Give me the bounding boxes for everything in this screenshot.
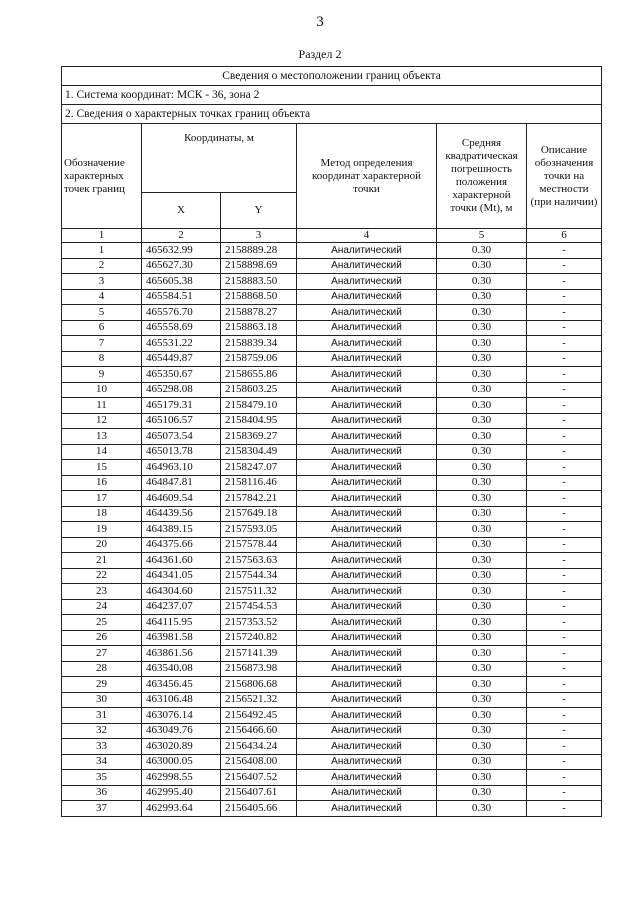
method-cell: Аналитический	[297, 506, 437, 522]
table-row	[62, 770, 602, 786]
table-row	[62, 351, 602, 367]
error-cell: 0.30	[437, 413, 527, 429]
coordinate-y: 2157563.63	[221, 553, 297, 569]
coordinate-y: 2158304.49	[221, 444, 297, 460]
table-row	[62, 537, 602, 553]
point-number: 31	[62, 708, 142, 724]
method-cell: Аналитический	[297, 630, 437, 646]
coordinate-x: 464963.10	[142, 460, 221, 476]
error-cell: 0.30	[437, 801, 527, 817]
method-cell: Аналитический	[297, 429, 437, 445]
point-number: 8	[62, 351, 142, 367]
point-number: 26	[62, 630, 142, 646]
coordinate-y: 2158839.34	[221, 336, 297, 352]
method-cell: Аналитический	[297, 413, 437, 429]
coordinate-y: 2157454.53	[221, 599, 297, 615]
error-cell: 0.30	[437, 444, 527, 460]
table-row	[62, 367, 602, 383]
coordinate-y: 2157649.18	[221, 506, 297, 522]
method-cell: Аналитический	[297, 537, 437, 553]
coordinate-y: 2157842.21	[221, 491, 297, 507]
coordinate-y: 2156806.68	[221, 677, 297, 693]
header-error: Средняя квадратическая погрешность положения характерной точки (Mt), м	[437, 124, 527, 229]
description-cell: -	[527, 305, 602, 321]
table-row	[62, 305, 602, 321]
description-cell: -	[527, 274, 602, 290]
description-cell: -	[527, 336, 602, 352]
method-cell: Аналитический	[297, 289, 437, 305]
points-heading-row	[62, 105, 602, 124]
error-cell: 0.30	[437, 615, 527, 631]
coordinate-x: 465584.51	[142, 289, 221, 305]
description-cell: -	[527, 258, 602, 274]
coordinate-y: 2156873.98	[221, 661, 297, 677]
description-cell: -	[527, 367, 602, 383]
method-cell: Аналитический	[297, 522, 437, 538]
method-cell: Аналитический	[297, 367, 437, 383]
method-cell: Аналитический	[297, 723, 437, 739]
point-number: 17	[62, 491, 142, 507]
error-cell: 0.30	[437, 661, 527, 677]
error-cell: 0.30	[437, 785, 527, 801]
table-row	[62, 491, 602, 507]
method-cell: Аналитический	[297, 351, 437, 367]
point-number: 5	[62, 305, 142, 321]
coordinate-y: 2156521.32	[221, 692, 297, 708]
point-number: 36	[62, 785, 142, 801]
error-cell: 0.30	[437, 351, 527, 367]
coordinate-x: 464361.60	[142, 553, 221, 569]
error-cell: 0.30	[437, 398, 527, 414]
description-cell: -	[527, 568, 602, 584]
coordinate-y: 2157593.05	[221, 522, 297, 538]
method-cell: Аналитический	[297, 553, 437, 569]
point-number: 28	[62, 661, 142, 677]
table-row	[62, 429, 602, 445]
point-number: 35	[62, 770, 142, 786]
coordinate-x: 463000.05	[142, 754, 221, 770]
error-cell: 0.30	[437, 429, 527, 445]
coordinate-x: 464115.95	[142, 615, 221, 631]
method-cell: Аналитический	[297, 677, 437, 693]
coordinate-y: 2158369.27	[221, 429, 297, 445]
table-row	[62, 692, 602, 708]
coordinate-x: 465576.70	[142, 305, 221, 321]
point-number: 16	[62, 475, 142, 491]
method-cell: Аналитический	[297, 398, 437, 414]
point-number: 23	[62, 584, 142, 600]
coordinate-x: 464847.81	[142, 475, 221, 491]
description-cell: -	[527, 739, 602, 755]
description-cell: -	[527, 630, 602, 646]
description-cell: -	[527, 398, 602, 414]
description-cell: -	[527, 754, 602, 770]
method-cell: Аналитический	[297, 646, 437, 662]
method-cell: Аналитический	[297, 661, 437, 677]
error-cell: 0.30	[437, 305, 527, 321]
table-row	[62, 258, 602, 274]
error-cell: 0.30	[437, 537, 527, 553]
table-row	[62, 723, 602, 739]
table-row	[62, 444, 602, 460]
coordinate-y: 2158878.27	[221, 305, 297, 321]
error-cell: 0.30	[437, 491, 527, 507]
coordinate-x: 462993.64	[142, 801, 221, 817]
point-number: 11	[62, 398, 142, 414]
table-row	[62, 599, 602, 615]
table-title-row	[62, 67, 602, 86]
coordinate-y: 2158889.28	[221, 243, 297, 259]
coordinate-y: 2157511.32	[221, 584, 297, 600]
coordinate-y: 2158868.50	[221, 289, 297, 305]
method-cell: Аналитический	[297, 584, 437, 600]
column-number: 1	[62, 229, 142, 243]
description-cell: -	[527, 320, 602, 336]
coordinate-y: 2156407.52	[221, 770, 297, 786]
coordinate-y: 2156492.45	[221, 708, 297, 724]
point-number: 14	[62, 444, 142, 460]
error-cell: 0.30	[437, 336, 527, 352]
point-number: 19	[62, 522, 142, 538]
column-number: 6	[527, 229, 602, 243]
point-number: 18	[62, 506, 142, 522]
point-number: 24	[62, 599, 142, 615]
method-cell: Аналитический	[297, 708, 437, 724]
description-cell: -	[527, 444, 602, 460]
point-number: 20	[62, 537, 142, 553]
coordinate-y: 2157240.82	[221, 630, 297, 646]
coordinate-x: 465179.31	[142, 398, 221, 414]
method-cell: Аналитический	[297, 785, 437, 801]
coordinate-x: 464389.15	[142, 522, 221, 538]
coordinate-x: 463020.89	[142, 739, 221, 755]
table-row	[62, 289, 602, 305]
error-cell: 0.30	[437, 708, 527, 724]
error-cell: 0.30	[437, 584, 527, 600]
description-cell: -	[527, 289, 602, 305]
description-cell: -	[527, 382, 602, 398]
point-number: 4	[62, 289, 142, 305]
point-number: 37	[62, 801, 142, 817]
coordinate-x: 464304.60	[142, 584, 221, 600]
method-cell: Аналитический	[297, 305, 437, 321]
coordinate-y: 2158863.18	[221, 320, 297, 336]
description-cell: -	[527, 677, 602, 693]
point-number: 22	[62, 568, 142, 584]
point-number: 33	[62, 739, 142, 755]
method-cell: Аналитический	[297, 615, 437, 631]
coordinate-y: 2157544.34	[221, 568, 297, 584]
error-cell: 0.30	[437, 754, 527, 770]
points-heading: 2. Сведения о характерных точках границ объекта	[62, 105, 602, 124]
description-cell: -	[527, 661, 602, 677]
coordinate-x: 462995.40	[142, 785, 221, 801]
description-cell: -	[527, 475, 602, 491]
coordinate-x: 464609.54	[142, 491, 221, 507]
method-cell: Аналитический	[297, 336, 437, 352]
description-cell: -	[527, 429, 602, 445]
table-row	[62, 506, 602, 522]
method-cell: Аналитический	[297, 320, 437, 336]
coordinate-y: 2158479.10	[221, 398, 297, 414]
coordinate-x: 465627.30	[142, 258, 221, 274]
description-cell: -	[527, 243, 602, 259]
table-row	[62, 320, 602, 336]
method-cell: Аналитический	[297, 475, 437, 491]
table-row	[62, 677, 602, 693]
description-cell: -	[527, 522, 602, 538]
coordinate-y: 2158247.07	[221, 460, 297, 476]
table-row	[62, 382, 602, 398]
error-cell: 0.30	[437, 506, 527, 522]
description-cell: -	[527, 646, 602, 662]
coordinate-y: 2156434.24	[221, 739, 297, 755]
method-cell: Аналитический	[297, 491, 437, 507]
description-cell: -	[527, 413, 602, 429]
error-cell: 0.30	[437, 599, 527, 615]
description-cell: -	[527, 723, 602, 739]
point-number: 29	[62, 677, 142, 693]
coordinate-x: 463106.48	[142, 692, 221, 708]
column-number: 2	[142, 229, 221, 243]
coordinate-x: 465350.67	[142, 367, 221, 383]
error-cell: 0.30	[437, 243, 527, 259]
method-cell: Аналитический	[297, 243, 437, 259]
coordinate-y: 2158603.25	[221, 382, 297, 398]
table-row	[62, 754, 602, 770]
coordinate-x: 465605.38	[142, 274, 221, 290]
coordinate-x: 465106.57	[142, 413, 221, 429]
method-cell: Аналитический	[297, 568, 437, 584]
table-row	[62, 739, 602, 755]
point-number: 10	[62, 382, 142, 398]
method-cell: Аналитический	[297, 754, 437, 770]
table-row	[62, 630, 602, 646]
coordinate-x: 464439.56	[142, 506, 221, 522]
column-numbers-row	[62, 229, 602, 243]
description-cell: -	[527, 615, 602, 631]
point-number: 9	[62, 367, 142, 383]
description-cell: -	[527, 708, 602, 724]
point-number: 27	[62, 646, 142, 662]
table-row	[62, 584, 602, 600]
section-title: Раздел 2	[298, 47, 342, 61]
error-cell: 0.30	[437, 630, 527, 646]
point-number: 1	[62, 243, 142, 259]
coordinate-y: 2158655.86	[221, 367, 297, 383]
table-row	[62, 568, 602, 584]
table-row	[62, 413, 602, 429]
point-number: 15	[62, 460, 142, 476]
coordinate-x: 463861.56	[142, 646, 221, 662]
error-cell: 0.30	[437, 553, 527, 569]
header-row-1	[62, 124, 602, 193]
description-cell: -	[527, 460, 602, 476]
error-cell: 0.30	[437, 289, 527, 305]
error-cell: 0.30	[437, 258, 527, 274]
method-cell: Аналитический	[297, 258, 437, 274]
method-cell: Аналитический	[297, 801, 437, 817]
table-row	[62, 460, 602, 476]
coordinate-system-row	[62, 86, 602, 105]
coordinate-x: 463076.14	[142, 708, 221, 724]
coordinate-y: 2156405.66	[221, 801, 297, 817]
table-row	[62, 522, 602, 538]
coordinate-x: 465013.78	[142, 444, 221, 460]
description-cell: -	[527, 351, 602, 367]
table-row	[62, 398, 602, 414]
table-row	[62, 801, 602, 817]
error-cell: 0.30	[437, 475, 527, 491]
description-cell: -	[527, 801, 602, 817]
error-cell: 0.30	[437, 568, 527, 584]
error-cell: 0.30	[437, 382, 527, 398]
table-row	[62, 336, 602, 352]
coordinate-x: 465073.54	[142, 429, 221, 445]
table-row	[62, 646, 602, 662]
error-cell: 0.30	[437, 274, 527, 290]
method-cell: Аналитический	[297, 444, 437, 460]
method-cell: Аналитический	[297, 382, 437, 398]
point-number: 3	[62, 274, 142, 290]
point-number: 25	[62, 615, 142, 631]
column-number: 5	[437, 229, 527, 243]
coordinate-y: 2157578.44	[221, 537, 297, 553]
coordinate-y: 2156408.00	[221, 754, 297, 770]
coordinate-y: 2158116.46	[221, 475, 297, 491]
point-number: 13	[62, 429, 142, 445]
coordinate-y: 2158898.69	[221, 258, 297, 274]
description-cell: -	[527, 599, 602, 615]
coordinate-y: 2158404.95	[221, 413, 297, 429]
error-cell: 0.30	[437, 367, 527, 383]
point-number: 30	[62, 692, 142, 708]
method-cell: Аналитический	[297, 274, 437, 290]
coordinate-x: 465632.99	[142, 243, 221, 259]
header-y: Y	[221, 193, 297, 229]
header-method: Метод определения координат характерной точки	[297, 124, 437, 229]
coordinate-x: 465298.08	[142, 382, 221, 398]
coordinate-x: 463981.58	[142, 630, 221, 646]
description-cell: -	[527, 692, 602, 708]
point-number: 34	[62, 754, 142, 770]
coordinate-x: 463540.08	[142, 661, 221, 677]
point-number: 21	[62, 553, 142, 569]
coordinate-x: 465558.69	[142, 320, 221, 336]
table-row	[62, 785, 602, 801]
header-description: Описание обозначения точки на местности (при наличии)	[527, 124, 602, 229]
table-row	[62, 274, 602, 290]
coordinate-y: 2158883.50	[221, 274, 297, 290]
description-cell: -	[527, 553, 602, 569]
error-cell: 0.30	[437, 320, 527, 336]
header-coordinates: Координаты, м	[142, 124, 297, 193]
description-cell: -	[527, 770, 602, 786]
description-cell: -	[527, 584, 602, 600]
header-x: X	[142, 193, 221, 229]
point-number: 12	[62, 413, 142, 429]
table-row	[62, 475, 602, 491]
table-row	[62, 553, 602, 569]
table-row	[62, 708, 602, 724]
point-number: 32	[62, 723, 142, 739]
coordinate-y: 2156466.60	[221, 723, 297, 739]
method-cell: Аналитический	[297, 692, 437, 708]
coordinates-table	[61, 66, 602, 817]
error-cell: 0.30	[437, 692, 527, 708]
coordinate-system: 1. Система координат: МСК - 36, зона 2	[62, 86, 602, 105]
coordinate-y: 2157353.52	[221, 615, 297, 631]
coordinate-y: 2156407.61	[221, 785, 297, 801]
coordinate-x: 464375.66	[142, 537, 221, 553]
point-number: 6	[62, 320, 142, 336]
description-cell: -	[527, 506, 602, 522]
method-cell: Аналитический	[297, 770, 437, 786]
page-number: 3	[316, 14, 324, 30]
coordinate-x: 464237.07	[142, 599, 221, 615]
coordinate-x: 465531.22	[142, 336, 221, 352]
coordinate-y: 2157141.39	[221, 646, 297, 662]
coordinate-x: 465449.87	[142, 351, 221, 367]
method-cell: Аналитический	[297, 739, 437, 755]
error-cell: 0.30	[437, 522, 527, 538]
coordinate-x: 464341.05	[142, 568, 221, 584]
error-cell: 0.30	[437, 770, 527, 786]
table-row	[62, 615, 602, 631]
table-title: Сведения о местоположении границ объекта	[62, 67, 602, 86]
error-cell: 0.30	[437, 677, 527, 693]
table-row	[62, 243, 602, 259]
error-cell: 0.30	[437, 723, 527, 739]
point-number: 7	[62, 336, 142, 352]
point-number: 2	[62, 258, 142, 274]
description-cell: -	[527, 785, 602, 801]
description-cell: -	[527, 537, 602, 553]
table-row	[62, 661, 602, 677]
error-cell: 0.30	[437, 460, 527, 476]
method-cell: Аналитический	[297, 599, 437, 615]
coordinate-x: 462998.55	[142, 770, 221, 786]
error-cell: 0.30	[437, 739, 527, 755]
description-cell: -	[527, 491, 602, 507]
method-cell: Аналитический	[297, 460, 437, 476]
column-number: 3	[221, 229, 297, 243]
coordinate-x: 463049.76	[142, 723, 221, 739]
coordinate-x: 463456.45	[142, 677, 221, 693]
coordinate-y: 2158759.06	[221, 351, 297, 367]
error-cell: 0.30	[437, 646, 527, 662]
column-number: 4	[297, 229, 437, 243]
header-point-designation: Обозначение характерных точек границ	[62, 124, 142, 229]
